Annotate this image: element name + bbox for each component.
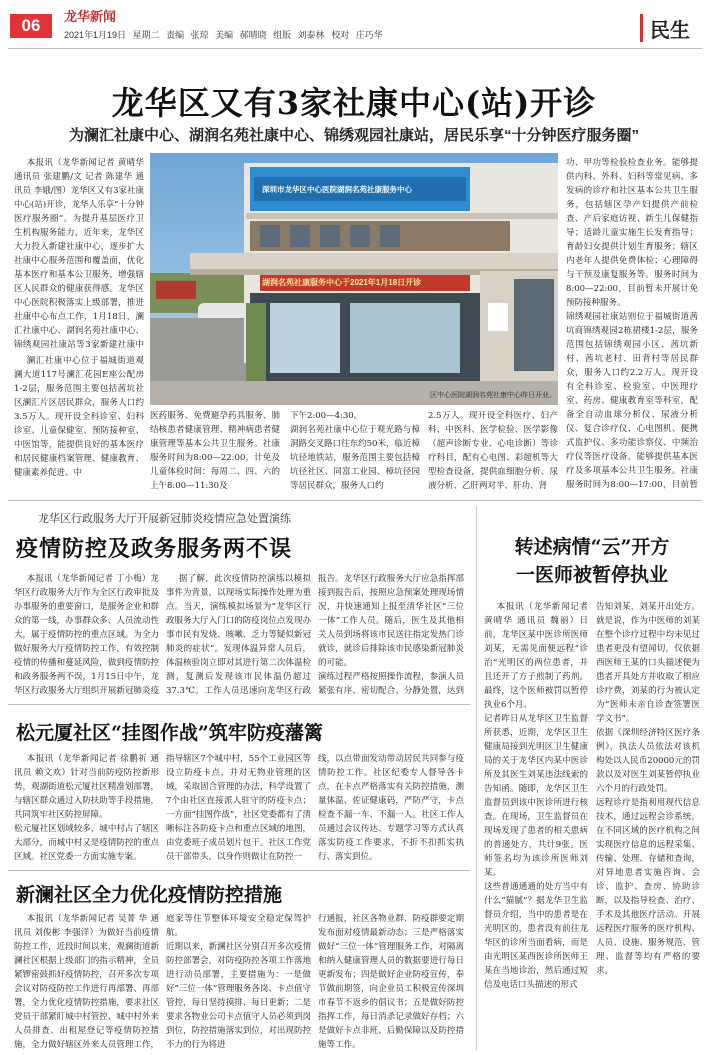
story2-divider xyxy=(8,704,470,705)
paper-name: 龙华新闻 xyxy=(64,10,117,25)
lead-headline: 龙华区又有3家社康中心(站)开诊 xyxy=(111,84,597,122)
story2-col1-text: 本报讯（龙华新闻记者 丁小梅）龙华区行政服务大厅作为全区行政审批及办事服务的重要窗口，是服务企业和群众的第一线，办事群众多、人员流动性大，属于疫情防控的重点区域。为全力做好服务大厅疫情防控工作，有效控制疫情的传播和蔓延风险，做到疫情防控和政务服务两不误，1月15日中午，龙华区行政服务大厅组织开展新冠肺炎疫 xyxy=(14,574,159,696)
lead-right-col-text: 功、甲功等检验检查业务。能够提供内科、外科、妇科等常见病、多发病的诊疗和社区基本公共卫生服务，包括辖区孕产妇提供产前检查、产后家庭访视、新生儿保健指导；适龄儿童实施生长发育指导；育龄妇女提供计划生育服务；辖区内老年人提供免费体检；心理障碍与干预及康复服务等。服务时间为8:00—22:00，目前暂未开展计免预防接种服务。 锦绣观园社康站则位于福城街道茜坑商锦绣观园2栋裙楼1-2层，服务范围包括锦绣观园小区、茜坑新村、茜坑老村、田背村等居民群众，服务人口约2.2万人。现开设有全科诊室、检验室、中医理疗室、药房、健康教育室等科室，配备全自动血球分析仪、尿液分析仪、复合诊疗仪、心电图机、便携式监护仪、多功能诊察仪、中频治疗仪等医疗设备，能够提供基本医疗及多项基本公共卫生服务。社康服务时间为8:00—17:00，目前暂 xyxy=(566,158,698,490)
designer-credit: 美编 郝晴晓 xyxy=(215,30,267,40)
section-divider xyxy=(8,500,702,501)
story3-col1-text: 本报讯（龙华新闻记者 徐鹏祈 通讯员 赖文欢）针对当前防疫防控新形势，观湖街道松元厦社区精准划部署，与辖区群众通过入防扶助等手段措施，共同筑牢社区防控屏障。 松元厦社区划域较多，城中村占了辖区大部分，而城中村又是疫情防控的重点区域。社区党委一方面实施专案。 xyxy=(14,754,159,862)
lead-col4-text: 2.5万人。现开设全科医疗、妇产科、中医科、医学检验、医学影像（超声诊断专业、心电诊断）等诊疗科目，配有心电图、彩超机等大型检查设备，提供血细胞分析、尿液分析、乙肝两对半、肝功、肾 xyxy=(428,411,558,491)
editor-credit: 责编 张琼 xyxy=(166,30,209,40)
side-col2-text: 告知刘某，刘某开出处方。就是说，作为中医师的刘某在整个诊疗过程中均未见过患者更没有望闻切，仅依据西医师王某的口头描述便为患者开具处方并收取了相应诊疗费，刘某的行为被认定为“医师未亲自诊查签署医学文书”。 依据《深圳经济特区医疗条例》，执法人员依法对该机构处以人民币20000元的罚款以及对医生刘某暂停执业六个月的行政处罚。 远程诊疗是指利用现代信息技术，通过远程会诊系统，在不同区域的医疗机构之间实现医疗信息的远程采集、传输、处理、存储和查询，对异地患者实施咨询、会诊、监护、查房、协助诊断，以及指导检查、治疗、手术及其他医疗活动。开展远程医疗服务的医疗机构、人员、设施、服务规范、管理、监督等均有严格的要求。 xyxy=(596,602,700,976)
side-column-divider xyxy=(476,506,477,1050)
lead-photo xyxy=(150,153,558,405)
issue-meta xyxy=(64,28,383,41)
lead-col1-text: 本报讯（龙华新闻记者 黄晴华 通讯员 张建鹏/文 记者 陈建华 通讯员 李娥/图）龙华区又有3家社康中心(站)开诊，龙华人乐享“十分钟医疗服务圈”。为提升基层医疗卫生机构服务能力，近年来，龙华区大力投入新建社康中心，逐步扩大社康中心服务范围和覆盖面，优化基本医疗和基本公卫服务，增强辖区人民群众的健康获得感。龙华区中心医院积极落实上级部署，推进社康中心布点工作，1月18日，澜汇社康中心、湖润名苑社康中心、锦绣观园社康站等3家新建社康中 xyxy=(14,158,144,350)
page-header xyxy=(0,0,708,46)
story4-col2-text: 庭家等住节整体环境安全稳定保驾护航。 近期以来，新澜社区分别召开多次疫情防控部署会，对防疫防控各项工作落地进行动员部署，主要措施为：一是做好“三位一体”管理服务各岗、卡点值守管控，每日坚持摸排、每日更新；二是要求各物业公司卡点值守人员必须到岗到位，防控措施落实到位，对出现防控不力的行为将进 xyxy=(166,914,311,1050)
issue-weekday: 星期二 xyxy=(132,30,160,40)
story3-col3-text: 线，以点带面发动带动居民共同参与疫情防控工作。社区纪委专人督导各卡点，在卡点严格落实有关防控措施，测量体温、佐证健康码，严防严守，卡点检查不漏一车、不漏一人。社区工作人员通过会议传达、专题学习等方式认真落实防疫工作要求，不折不扣抓实执行、落实到位。 xyxy=(318,754,464,862)
issue-date: 2021年1月19日 xyxy=(64,30,127,40)
side-col1-text: 本报讯（龙华新闻记者 黄晴华 通讯员 魏丽）日前，龙华区某中医诊所医师刘某，无需见面便远程“诊治”光明区的两位患者，并且还开了方子煎制了药剂。最终，这个医师被罚以暂停执业6个月。 记者昨日从龙华区卫生监督所获悉，近期，龙华区卫生健康局接到光明区卫生健康局的关于龙华区内某中医诊所及其医生刘某违法线索的告知函。随即，龙华区卫生监督员到该中医诊所进行核查。在现场，卫生监督员在现场发现了患者的相关患病的普通处方，共计9张。医师签名均为该诊所医师刘某。 这些普通通通的处方当中有什么“猫腻”？据龙华卫生监督员介绍，当中的患者是在光明区的，患者没有前往龙华区的诊所当面看病，而是由光明区某西医诊所医师王某在当地诊治，然后通过短信及电话口头描述的形式 xyxy=(484,602,588,990)
side-title-line1: 转述病情“云”开方 xyxy=(514,536,670,558)
page-number: 06 xyxy=(10,14,52,38)
proofreader-credit: 校对 庄巧华 xyxy=(331,30,383,40)
photo-sign-top: 深圳市龙华区中心医院湖润名苑社康服务中心 xyxy=(262,185,412,194)
story3-divider xyxy=(8,870,470,871)
story4-col1-text: 本报讯（龙华新闻记者 吴菁 华 通讯员 刘俊彬 李强洋）为做好当前疫情防控工作，近段时间以来，观澜街道新澜社区根据上级部门的指示精神，全员紧锣密鼓抓好疫情防控，召开多次专项会议对防疫防控工作进行再部署、再部署，全力优化疫情防控措施，要求社区党员干部紧盯城中村管控、城中村外来人员排查、出租屋登记等疫情防控措施，全力做好辖区外来人员管理工作， xyxy=(14,914,159,1050)
lead-col1b-text: 澜汇社康中心位于福城街道观澜大道117号澜汇花园E座公配房1-2层，服务范围主要包括茜坑社区澜汇片区居民群众，服务人口约3.5万人。现开设全科诊室、妇科诊室、儿童保健室、预防接种室、中医馆等，能提供良好的基本医疗和居民健康档案管理、健康教育、健康素养促进、中 xyxy=(14,356,144,478)
photo-caption: 区中心医院湖润名苑社康中心昨日开业。 xyxy=(430,392,556,399)
story2-kicker: 龙华区行政服务大厅开展新冠肺炎疫情应急处置演练 xyxy=(38,513,291,525)
section-name: 民生 xyxy=(650,20,690,42)
story4-headline: 新澜社区全力优化疫情防控措施 xyxy=(16,884,283,906)
lead-col2-text: 医药服务、免费避孕药具服务、肺结核患者健康管理、精神病患者健康管理等基本公共卫生服务。社康服务时间为8:00—22:00，计免及儿童体检时间：每周二、四、六的上午8:00—11:30及 xyxy=(150,411,280,491)
lead-col3-text: 下午2:00—4:30。 湖润名苑社康中心位于观光路与樟洞路交叉路口往东约50米，临近樟坑径地铁站，服务范围主要包括樟坑径社区、同富工业园、樟坑径园等居民群众，服务人口约 xyxy=(290,411,420,491)
story3-col2-text: 指导辖区7个城中村，55个工业园区等设立防疫卡点，并对无物业管理的区域，采取固合管理的办法，科学设置了7个由社区直接派人驻守的防疫卡点；一方面“挂图作战”，社区党委都有了清晰标注各防疫卡点和重点区域的地图，由党委班子成员划片包干。社区工作党员干部带头，以身作则做让在防控一 xyxy=(166,754,311,862)
story3-headline: 松元厦社区“挂图作战”筑牢防疫藩篱 xyxy=(16,722,323,744)
section-marker xyxy=(640,14,643,42)
story4-col3-text: 行通报，社区各物业群、防疫群要定期发布面对疫情最新动态；三是严格落实做好“三位一体”管理服务工作，对隔离和纳入健康管理人员的数据要进行每日更新发布；四是做好企业防疫宣传，奉节做前期签，向企业员工积极宣传深圳市春节不返乡的倡议书；五是做好防控指挥工作，每日消杀记录做好存档；六是做好卡点非班、后勤保障以及防控措施等工作。 xyxy=(318,914,464,1050)
story2-headline: 疫情防控及政务服务两不误 xyxy=(16,536,293,562)
header-divider xyxy=(8,48,702,49)
story2-col2-text: 据了解，此次疫情防控演练以模拟事件为背景，以现场实际操作处理为重点。当天，演练模拟场景为“龙华区行政服务大厅入门口的防疫岗位点发现办事市民有发烧、咳嗽、乏力等疑似新冠肺炎的症状”。发现体温异常人员后，体温核验岗立即对其进行第二次体温检测，复测后发现该市民体温仍超过37.3℃。工作人员迅速向龙华区行政 xyxy=(166,574,311,696)
lead-subheadline: 为澜汇社康中心、湖润名苑社康中心、锦绣观园社康站，居民乐享“十分钟医疗服务圈” xyxy=(68,127,639,144)
photo-banner: 湖润名苑社康服务中心于2021年1月18日开诊 xyxy=(262,278,422,287)
layout-credit: 组版 刘泰林 xyxy=(273,30,325,40)
side-title-line2: 一医师被暂停执业 xyxy=(515,564,668,586)
story2-col3-text: 报告。龙华区行政服务大厅应急指挥部接到报告后，按照应急预案处理现场情况，并快速通知上报至清华社区“三位一体”工作人员。随后，医生及其他相关人员到场将该市民送往指定发热门诊就诊，就诊后排除该市民感染新冠肺炎的可能。 演练过程严格按照操作流程，参演人员紧张有序、密切配合、分静处置，达到 xyxy=(318,574,464,696)
